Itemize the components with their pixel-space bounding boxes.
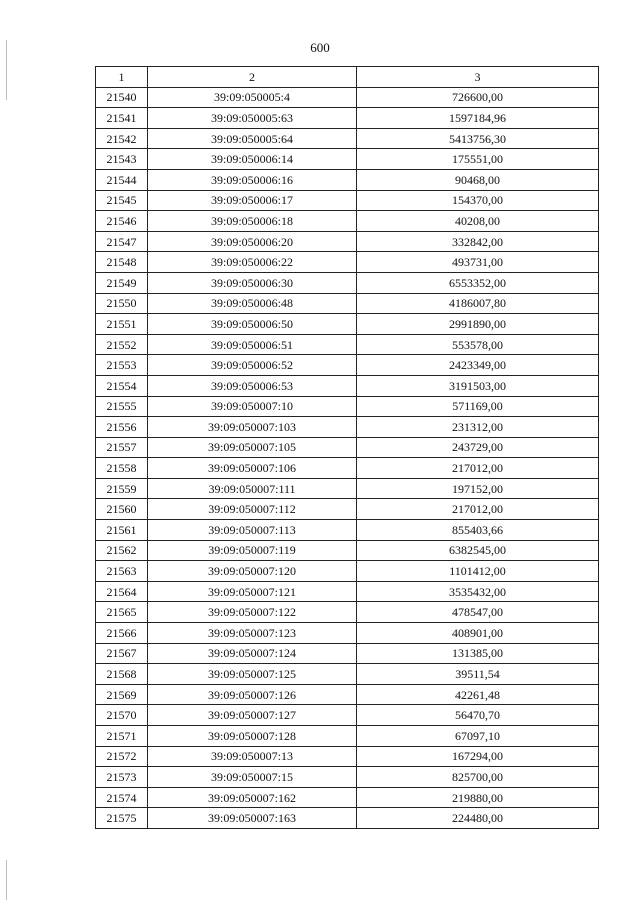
value-cell: 553578,00: [357, 334, 599, 355]
table-header: [96, 67, 599, 88]
row-number-cell: 21574: [96, 787, 148, 808]
table-row: [96, 437, 599, 458]
row-number-cell: 21548: [96, 252, 148, 273]
cadastral-number-cell: 39:09:050006:52: [148, 355, 357, 376]
table-row: [96, 499, 599, 520]
value-cell: 3535432,00: [357, 581, 599, 602]
table-row: [96, 520, 599, 541]
row-number-cell: 21544: [96, 169, 148, 190]
row-number-cell: 21545: [96, 190, 148, 211]
value-cell: 56470,70: [357, 705, 599, 726]
table-row: [96, 643, 599, 664]
row-number-cell: 21575: [96, 808, 148, 829]
cadastral-number-cell: 39:09:050007:103: [148, 417, 357, 438]
table-row: [96, 726, 599, 747]
row-number-cell: 21565: [96, 602, 148, 623]
value-cell: 90468,00: [357, 169, 599, 190]
value-cell: 224480,00: [357, 808, 599, 829]
value-cell: 1597184,96: [357, 108, 599, 129]
row-number-cell: 21541: [96, 108, 148, 129]
table-row: [96, 561, 599, 582]
value-cell: 2423349,00: [357, 355, 599, 376]
value-cell: 478547,00: [357, 602, 599, 623]
value-cell: 4186007,80: [357, 293, 599, 314]
row-number-cell: 21555: [96, 396, 148, 417]
header-col-3: 3: [357, 67, 599, 88]
table-row: [96, 458, 599, 479]
cadastral-number-cell: 39:09:050007:126: [148, 684, 357, 705]
value-cell: 217012,00: [357, 458, 599, 479]
table-row: [96, 355, 599, 376]
cadastral-number-cell: 39:09:050005:64: [148, 128, 357, 149]
value-cell: 175551,00: [357, 149, 599, 170]
cadastral-number-cell: 39:09:050006:17: [148, 190, 357, 211]
row-number-cell: 21569: [96, 684, 148, 705]
row-number-cell: 21543: [96, 149, 148, 170]
table-row: [96, 808, 599, 829]
registry-table: [95, 66, 599, 829]
row-number-cell: 21568: [96, 664, 148, 685]
cadastral-number-cell: 39:09:050007:120: [148, 561, 357, 582]
cadastral-number-cell: 39:09:050006:51: [148, 334, 357, 355]
row-number-cell: 21546: [96, 211, 148, 232]
cadastral-number-cell: 39:09:050007:124: [148, 643, 357, 664]
cadastral-number-cell: 39:09:050006:20: [148, 231, 357, 252]
value-cell: 231312,00: [357, 417, 599, 438]
cadastral-number-cell: 39:09:050007:10: [148, 396, 357, 417]
row-number-cell: 21559: [96, 478, 148, 499]
row-number-cell: 21562: [96, 540, 148, 561]
table-row: [96, 478, 599, 499]
value-cell: 855403,66: [357, 520, 599, 541]
row-number-cell: 21567: [96, 643, 148, 664]
value-cell: 332842,00: [357, 231, 599, 252]
header-row: [96, 67, 599, 88]
table-row: [96, 602, 599, 623]
table-row: [96, 334, 599, 355]
value-cell: 67097,10: [357, 726, 599, 747]
table-row: [96, 787, 599, 808]
table-row: [96, 252, 599, 273]
row-number-cell: 21560: [96, 499, 148, 520]
cadastral-number-cell: 39:09:050007:15: [148, 767, 357, 788]
cadastral-number-cell: 39:09:050007:121: [148, 581, 357, 602]
value-cell: 6382545,00: [357, 540, 599, 561]
value-cell: 243729,00: [357, 437, 599, 458]
value-cell: 40208,00: [357, 211, 599, 232]
value-cell: 726600,00: [357, 87, 599, 108]
table-row: [96, 272, 599, 293]
value-cell: 825700,00: [357, 767, 599, 788]
value-cell: 493731,00: [357, 252, 599, 273]
value-cell: 131385,00: [357, 643, 599, 664]
table-row: [96, 375, 599, 396]
value-cell: 154370,00: [357, 190, 599, 211]
cadastral-number-cell: 39:09:050005:63: [148, 108, 357, 129]
value-cell: 3191503,00: [357, 375, 599, 396]
value-cell: 571169,00: [357, 396, 599, 417]
row-number-cell: 21561: [96, 520, 148, 541]
scan-margin-mark: [6, 860, 7, 900]
row-number-cell: 21553: [96, 355, 148, 376]
table-row: [96, 581, 599, 602]
table-row: [96, 684, 599, 705]
table-row: [96, 705, 599, 726]
row-number-cell: 21542: [96, 128, 148, 149]
table-row: [96, 746, 599, 767]
cadastral-number-cell: 39:09:050006:14: [148, 149, 357, 170]
table-row: [96, 396, 599, 417]
table-row: [96, 149, 599, 170]
table-row: [96, 108, 599, 129]
cadastral-number-cell: 39:09:050007:123: [148, 623, 357, 644]
table-row: [96, 314, 599, 335]
row-number-cell: 21564: [96, 581, 148, 602]
value-cell: 42261,48: [357, 684, 599, 705]
row-number-cell: 21552: [96, 334, 148, 355]
row-number-cell: 21551: [96, 314, 148, 335]
table-row: [96, 231, 599, 252]
header-col-1: 1: [96, 67, 148, 88]
row-number-cell: 21556: [96, 417, 148, 438]
value-cell: 217012,00: [357, 499, 599, 520]
cadastral-number-cell: 39:09:050007:112: [148, 499, 357, 520]
value-cell: 39511,54: [357, 664, 599, 685]
cadastral-number-cell: 39:09:050007:122: [148, 602, 357, 623]
table-row: [96, 767, 599, 788]
table-row: [96, 128, 599, 149]
cadastral-number-cell: 39:09:050007:111: [148, 478, 357, 499]
value-cell: 2991890,00: [357, 314, 599, 335]
row-number-cell: 21554: [96, 375, 148, 396]
page-number: 600: [310, 40, 330, 55]
value-cell: 5413756,30: [357, 128, 599, 149]
table-row: [96, 417, 599, 438]
row-number-cell: 21563: [96, 561, 148, 582]
table-row: [96, 623, 599, 644]
cadastral-number-cell: 39:09:050006:30: [148, 272, 357, 293]
row-number-cell: 21558: [96, 458, 148, 479]
table-row: [96, 664, 599, 685]
row-number-cell: 21566: [96, 623, 148, 644]
cadastral-number-cell: 39:09:050006:48: [148, 293, 357, 314]
table-body: [96, 87, 599, 828]
cadastral-number-cell: 39:09:050007:113: [148, 520, 357, 541]
row-number-cell: 21571: [96, 726, 148, 747]
cadastral-number-cell: 39:09:050007:106: [148, 458, 357, 479]
cadastral-number-cell: 39:09:050007:119: [148, 540, 357, 561]
cadastral-number-cell: 39:09:050007:163: [148, 808, 357, 829]
cadastral-number-cell: 39:09:050005:4: [148, 87, 357, 108]
row-number-cell: 21547: [96, 231, 148, 252]
row-number-cell: 21573: [96, 767, 148, 788]
cadastral-number-cell: 39:09:050006:50: [148, 314, 357, 335]
cadastral-number-cell: 39:09:050007:162: [148, 787, 357, 808]
header-col-2: 2: [148, 67, 357, 88]
value-cell: 167294,00: [357, 746, 599, 767]
value-cell: 197152,00: [357, 478, 599, 499]
cadastral-number-cell: 39:09:050007:13: [148, 746, 357, 767]
row-number-cell: 21540: [96, 87, 148, 108]
row-number-cell: 21570: [96, 705, 148, 726]
value-cell: 408901,00: [357, 623, 599, 644]
value-cell: 1101412,00: [357, 561, 599, 582]
table-row: [96, 293, 599, 314]
cadastral-number-cell: 39:09:050006:22: [148, 252, 357, 273]
table-row: [96, 211, 599, 232]
value-cell: 6553352,00: [357, 272, 599, 293]
cadastral-number-cell: 39:09:050006:53: [148, 375, 357, 396]
cadastral-number-cell: 39:09:050006:16: [148, 169, 357, 190]
row-number-cell: 21557: [96, 437, 148, 458]
cadastral-number-cell: 39:09:050007:125: [148, 664, 357, 685]
cadastral-number-cell: 39:09:050006:18: [148, 211, 357, 232]
cadastral-number-cell: 39:09:050007:105: [148, 437, 357, 458]
cadastral-number-cell: 39:09:050007:127: [148, 705, 357, 726]
table-row: [96, 87, 599, 108]
value-cell: 219880,00: [357, 787, 599, 808]
table-row: [96, 169, 599, 190]
row-number-cell: 21572: [96, 746, 148, 767]
row-number-cell: 21550: [96, 293, 148, 314]
row-number-cell: 21549: [96, 272, 148, 293]
cadastral-number-cell: 39:09:050007:128: [148, 726, 357, 747]
table-row: [96, 540, 599, 561]
table-row: [96, 190, 599, 211]
